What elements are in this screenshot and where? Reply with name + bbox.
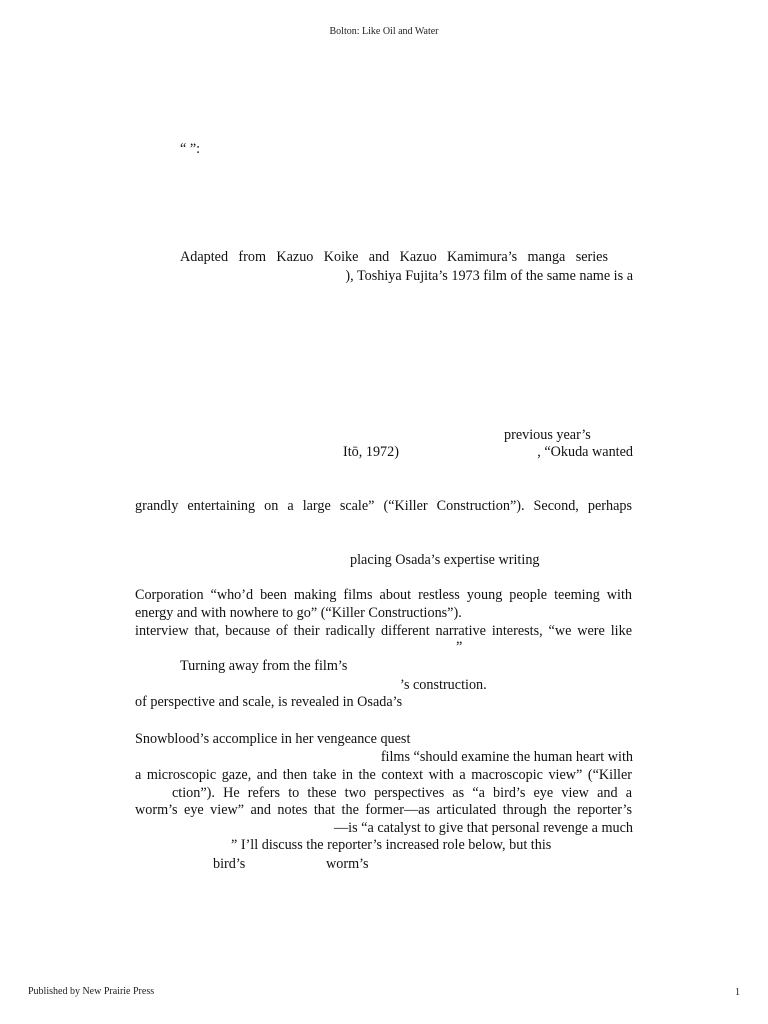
paragraph-line: ), Toshiya Fujita’s 1973 film of the same name is a (345, 268, 633, 284)
paragraph-line: ” I’ll discuss the reporter’s increased role below, but this (231, 837, 552, 853)
paragraph-fragment: , “Okuda wanted (537, 444, 633, 460)
paragraph-line: interview that, because of their radically different narrative interests, “we were like (135, 623, 632, 639)
running-header: Bolton: Like Oil and Water (329, 26, 439, 37)
paragraph-line: ction”). He refers to these two perspectives as “a bird’s eye view and a (172, 785, 632, 801)
footer-page-number: 1 (735, 987, 740, 998)
paragraph-fragment: Itō, 1972) (343, 444, 399, 460)
section-title-fragment: “ ”: (180, 141, 201, 157)
paragraph-fragment: worm’s (326, 856, 369, 872)
footer-publisher: Published by New Prairie Press (28, 986, 155, 997)
paragraph-line: worm’s eye view” and notes that the former—as articulated through the reporter’s (135, 802, 632, 818)
paragraph-line: grandly entertaining on a large scale” (“Killer Construction”). Second, perhaps (135, 498, 632, 514)
paragraph-fragment: placing Osada’s expertise writing (350, 552, 540, 568)
paragraph-line: energy and with nowhere to go” (“Killer Constructions”). (135, 605, 462, 621)
paragraph-line: films “should examine the human heart with (380, 749, 633, 765)
paragraph-line: Snowblood’s accomplice in her vengeance quest (135, 731, 411, 747)
paragraph-line: Adapted from Kazuo Koike and Kazuo Kamimura’s manga series (180, 249, 608, 265)
paragraph-fragment: ” (456, 639, 463, 655)
paragraph-line: Corporation “who’d been making films about restless young people teeming with (135, 587, 632, 603)
paragraph-line: a microscopic gaze, and then take in the context with a macroscopic view” (“Killer (135, 767, 632, 783)
paragraph-line: —is “a catalyst to give that personal revenge a much (333, 820, 633, 836)
paragraph-line: Turning away from the film’s (180, 658, 348, 674)
paragraph-fragment: previous year’s (504, 427, 591, 443)
paragraph-line: ’s construction. (400, 677, 487, 693)
paragraph-line: of perspective and scale, is revealed in Osada’s (135, 694, 403, 710)
paragraph-fragment: bird’s (213, 856, 246, 872)
